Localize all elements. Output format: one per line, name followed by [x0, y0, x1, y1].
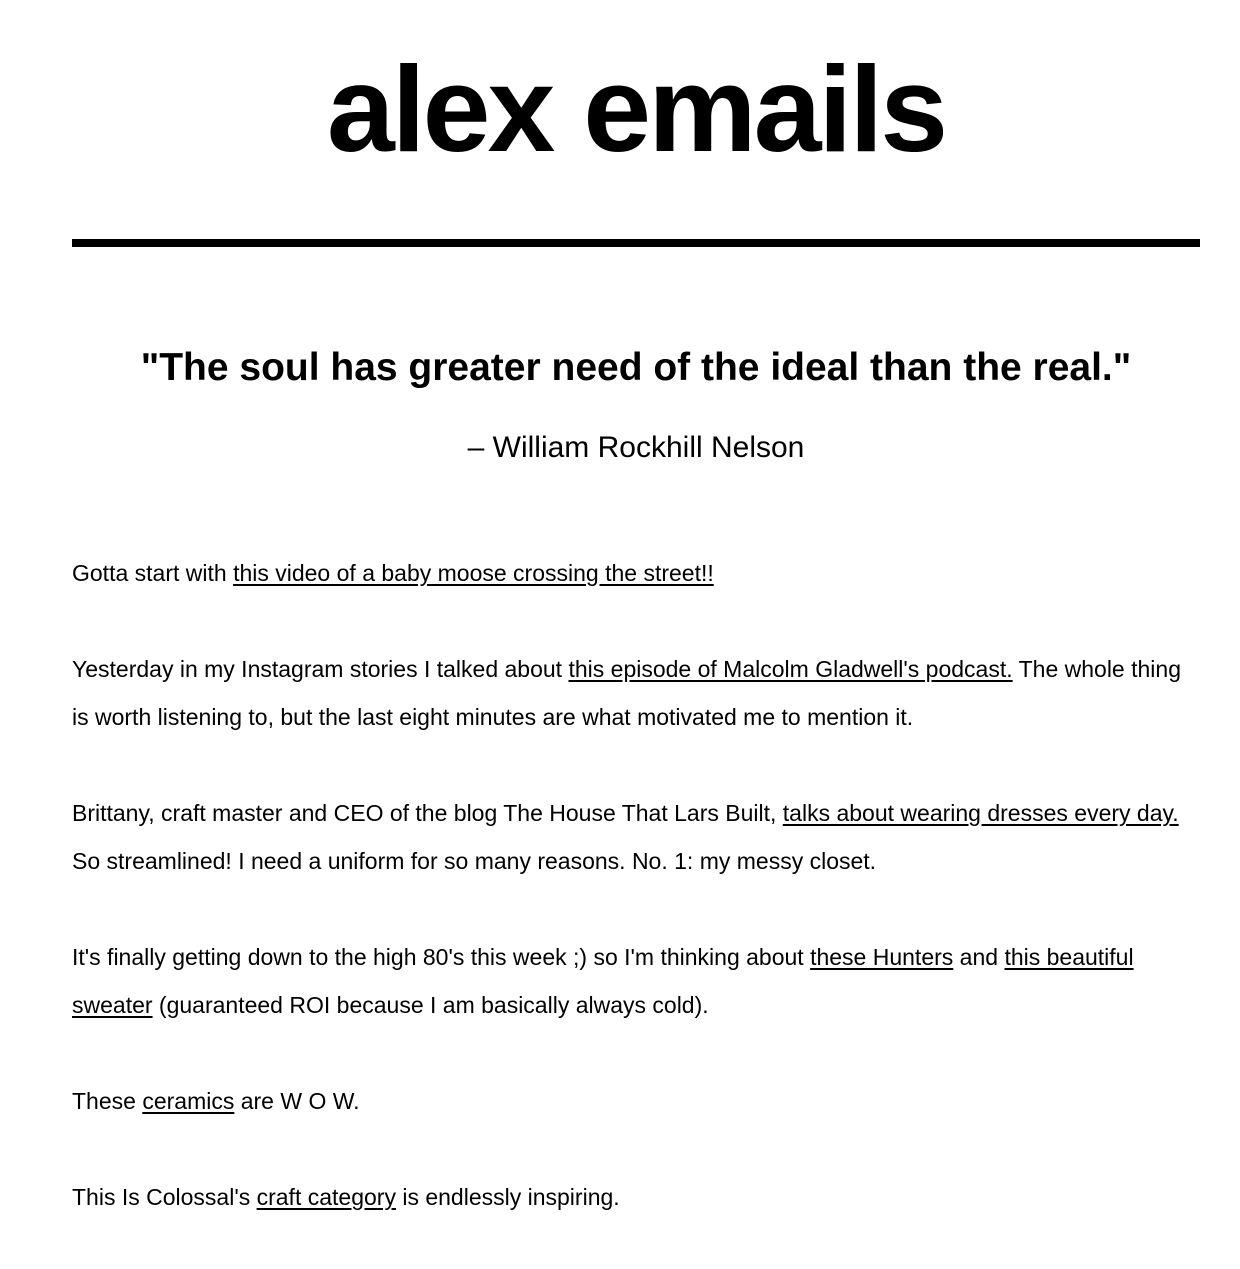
- paragraph-text: are W O W.: [234, 1088, 360, 1114]
- paragraph-podcast: [72, 645, 1200, 741]
- podcast-episode-link[interactable]: this episode of Malcolm Gladwell's podcast.: [568, 656, 1013, 682]
- paragraph-dresses: [72, 789, 1200, 885]
- paragraph-text: So streamlined! I need a uniform for so many reasons. No. 1: my messy closet.: [72, 848, 877, 874]
- header-divider: [72, 239, 1200, 247]
- paragraph-text: Gotta start with: [72, 560, 234, 586]
- quote-attribution: – William Rockhill Nelson: [467, 431, 805, 464]
- moose-video-link[interactable]: this video of a baby moose crossing the street!!: [233, 560, 714, 586]
- craft-category-link[interactable]: craft category: [256, 1184, 396, 1210]
- paragraph-weather: [72, 933, 1200, 1029]
- paragraph-text: Yesterday in my Instagram stories I talked about: [72, 656, 569, 682]
- ceramics-link[interactable]: ceramics: [142, 1088, 235, 1114]
- post-body: [72, 549, 1200, 1269]
- paragraph-text: (guaranteed ROI because I am basically always cold).: [152, 992, 709, 1018]
- paragraph-colossal: [72, 1173, 1200, 1221]
- paragraph-text: It's finally getting down to the high 80's this week ;) so I'm thinking about: [72, 944, 811, 970]
- paragraph-text: This Is Colossal's: [72, 1184, 257, 1210]
- paragraph-text: These: [72, 1088, 143, 1114]
- paragraph-text: and: [953, 944, 1005, 970]
- site-title: alex emails: [326, 41, 946, 177]
- quote-text: "The soul has greater need of the ideal than the real.": [140, 346, 1132, 389]
- paragraph-text: The whole thing is worth listening to, but the last eight minutes are what motivated me to mention it.: [72, 656, 1181, 730]
- paragraph-text: is endlessly inspiring.: [395, 1184, 620, 1210]
- wearing-dresses-link[interactable]: talks about wearing dresses every day.: [782, 800, 1179, 826]
- paragraph-ceramics: [72, 1077, 1200, 1125]
- paragraph-text: Brittany, craft master and CEO of the blog The House That Lars Built,: [72, 800, 783, 826]
- sweater-link[interactable]: this beautiful sweater: [72, 944, 1134, 1018]
- paragraph-moose: [72, 549, 1200, 597]
- hunters-link[interactable]: these Hunters: [810, 944, 954, 970]
